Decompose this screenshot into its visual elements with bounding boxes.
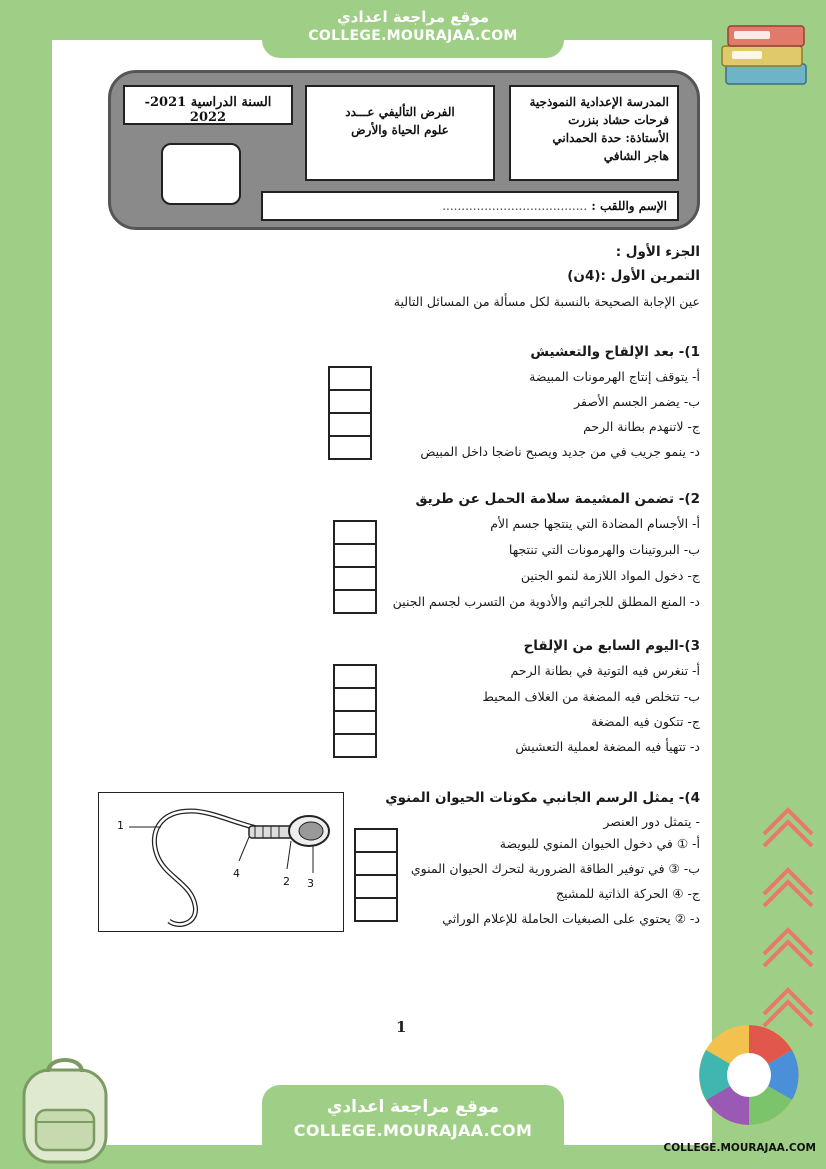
exam-subject: علوم الحياة والأرض bbox=[351, 123, 449, 137]
teacher-name: الأستاذة: حدة الحمداني bbox=[552, 131, 669, 145]
q3-box-b[interactable] bbox=[333, 687, 377, 712]
q1-option-d: د- ينمو جريب في من جديد ويصبح ناضجا داخل المبيض bbox=[420, 444, 700, 459]
site-banner-top[interactable] bbox=[262, 0, 564, 58]
q4-option-d: د- ② يحتوي على الصبغيات الحاملة للإعلام الوراثي bbox=[442, 911, 700, 926]
sperm-drawing bbox=[99, 793, 345, 933]
diagram-label-1: 1 bbox=[117, 819, 124, 832]
q1-box-c[interactable] bbox=[328, 412, 372, 437]
q1-option-c: ج- لاتنهدم بطانة الرحم bbox=[583, 419, 700, 434]
site-url-bottom: COLLEGE.MOURAJAA.COM bbox=[293, 1121, 533, 1140]
page-number: 1 bbox=[396, 1018, 407, 1036]
teacher-name-2: هاجر الشافي bbox=[603, 149, 669, 163]
question-2-title: 2)- تضمن المشيمة سلامة الحمل عن طريق bbox=[415, 491, 700, 507]
name-label: الإسم واللقب : bbox=[591, 199, 667, 213]
q1-box-d[interactable] bbox=[328, 435, 372, 460]
q3-box-d[interactable] bbox=[333, 733, 377, 758]
question-1-title: 1)- بعد الإلقاح والتعشيش bbox=[530, 344, 700, 360]
q4-box-a[interactable] bbox=[354, 828, 398, 853]
q4-option-b: ب- ③ في توفير الطاقة الضرورية لتحرك الحيوان المنوي bbox=[410, 861, 700, 876]
q3-box-c[interactable] bbox=[333, 710, 377, 735]
exam-title: الفرض التأليفي عـــدد bbox=[345, 105, 455, 119]
q1-option-b: ب- يضمر الجسم الأصفر bbox=[574, 394, 700, 409]
q3-box-a[interactable] bbox=[333, 664, 377, 689]
school-name: المدرسة الإعدادية النموذجية bbox=[529, 95, 669, 109]
site-url-small: COLLEGE.MOURAJAA.COM bbox=[663, 1142, 816, 1154]
q2-option-a: أ- الأجسام المضادة التي ينتجها جسم الأم bbox=[490, 516, 700, 531]
part-title: الجزء الأول : bbox=[615, 244, 700, 260]
books-icon bbox=[718, 14, 810, 92]
q2-answer-boxes bbox=[333, 520, 377, 612]
site-arabic-name-bottom: موقع مراجعة اعدادي bbox=[326, 1097, 500, 1117]
site-arabic-name: موقع مراجعة اعدادي bbox=[337, 8, 489, 26]
q2-option-b: ب- البروتينات والهرمونات التي تنتجها bbox=[508, 542, 700, 557]
q2-box-d[interactable] bbox=[333, 589, 377, 614]
q1-answer-boxes bbox=[328, 366, 372, 458]
q4-subtitle: - يتمثل دور العنصر bbox=[603, 814, 700, 829]
question-4-title: 4)- يمثل الرسم الجانبي مكونات الحيوان المنوي bbox=[385, 790, 700, 806]
q2-option-d: د- المنع المطلق للجراثيم والأدوية من التسرب لجسم الجنين bbox=[392, 594, 700, 609]
q3-answer-boxes bbox=[333, 664, 377, 756]
q4-option-a: أ- ① في دخول الحيوان المنوي للبويضة bbox=[499, 836, 700, 851]
student-name-field[interactable] bbox=[261, 191, 679, 221]
exercise-title: التمرين الأول :(4ن) bbox=[567, 268, 700, 284]
school-city: فرحات حشاد بنزرت bbox=[568, 113, 669, 127]
subjects-wheel-icon bbox=[694, 1020, 804, 1130]
backpack-icon bbox=[10, 1050, 120, 1165]
q4-box-c[interactable] bbox=[354, 874, 398, 899]
q3-option-b: ب- تتخلص فيه المضغة من الغلاف المحيط bbox=[482, 689, 700, 704]
chevron-up-icon bbox=[758, 850, 818, 910]
diagram-label-3: 3 bbox=[307, 877, 314, 890]
q4-answer-boxes bbox=[354, 828, 398, 920]
q4-box-d[interactable] bbox=[354, 897, 398, 922]
school-year: السنة الدراسية 2021-2022 bbox=[123, 85, 293, 125]
q2-box-c[interactable] bbox=[333, 566, 377, 591]
q4-option-c: ج- ④ الحركة الذاتية للمشيج bbox=[555, 886, 700, 901]
q2-box-b[interactable] bbox=[333, 543, 377, 568]
q1-box-b[interactable] bbox=[328, 389, 372, 414]
site-banner-bottom[interactable] bbox=[262, 1085, 564, 1169]
diagram-label-4: 4 bbox=[233, 867, 240, 880]
q3-option-a: أ- تنغرس فيه التوتية في بطانة الرحم bbox=[510, 663, 700, 678]
name-dots: ...................................... bbox=[442, 199, 588, 213]
exam-header bbox=[108, 70, 700, 230]
q2-option-c: ج- دخول المواد اللازمة لنمو الجنين bbox=[520, 568, 700, 583]
school-info-box bbox=[509, 85, 679, 181]
q3-option-d: د- تتهيأ فيه المضغة لعملية التعشيش bbox=[515, 739, 700, 754]
diagram-label-2: 2 bbox=[283, 875, 290, 888]
exam-info-box bbox=[305, 85, 495, 181]
q1-box-a[interactable] bbox=[328, 366, 372, 391]
q2-box-a[interactable] bbox=[333, 520, 377, 545]
q3-option-c: ج- تتكون فيه المضغة bbox=[591, 714, 700, 729]
site-url: COLLEGE.MOURAJAA.COM bbox=[308, 28, 518, 44]
sperm-diagram bbox=[98, 792, 344, 932]
instruction-text: عين الإجابة الصحيحة بالنسبة لكل مسألة من المسائل التالية bbox=[393, 294, 700, 309]
question-3-title: 3)-اليوم السابع من الإلقاح bbox=[523, 638, 700, 654]
chevron-up-icon bbox=[758, 910, 818, 970]
q1-option-a: أ- يتوقف إنتاج الهرمونات المبيضة bbox=[529, 369, 700, 384]
chevron-up-icon bbox=[758, 790, 818, 850]
grade-box bbox=[161, 143, 241, 205]
q4-box-b[interactable] bbox=[354, 851, 398, 876]
